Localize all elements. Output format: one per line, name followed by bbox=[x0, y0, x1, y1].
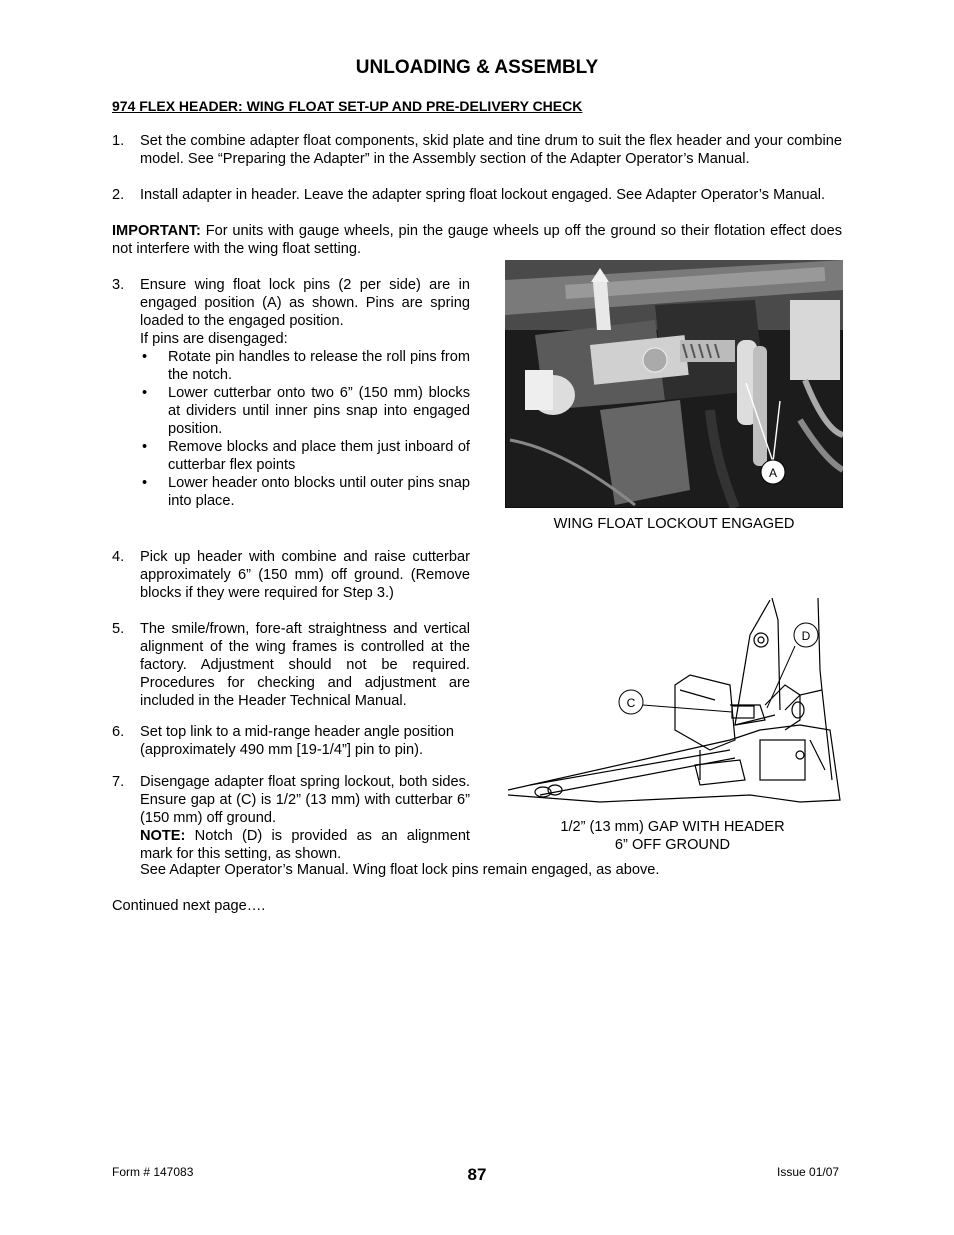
step-text: Install adapter in header. Leave the adapter spring float lockout engaged. See Adapter Operator’s Manual. bbox=[140, 187, 826, 203]
step-number: 7. bbox=[112, 774, 125, 790]
step-text: The smile/frown, fore-aft straightness and vertical alignment of the wing frames is controlled at the factory. Adjustment should not be required. Procedures for checking and adjustment are included in the Header Technical Manual. bbox=[140, 621, 470, 709]
step-text: Pick up header with combine and raise cutterbar approximately 6” (150 mm) off ground. (Remove blocks if they were required for Step 3.) bbox=[140, 549, 470, 601]
step-number: 5. bbox=[112, 621, 125, 637]
bullet-list bbox=[140, 348, 470, 510]
step-text: Ensure wing float lock pins (2 per side) are in engaged position (A) as shown. Pins are spring loaded to the engaged position. bbox=[140, 277, 470, 329]
step-number: 4. bbox=[112, 549, 125, 565]
issue-date: Issue 01/07 bbox=[777, 1165, 840, 1179]
page-title: UNLOADING & ASSEMBLY bbox=[355, 57, 599, 78]
bullet-item: • Lower cutterbar onto two 6” (150 mm) blocks at dividers until inner pins snap into engaged position. bbox=[140, 384, 470, 438]
step-4 bbox=[112, 548, 470, 602]
note-text: Notch (D) is provided as an alignment mark for this setting, as shown. bbox=[140, 828, 470, 862]
photo-caption: WING FLOAT LOCKOUT ENGAGED bbox=[553, 516, 795, 532]
note-label: NOTE: bbox=[140, 828, 186, 844]
important-label: IMPORTANT: bbox=[112, 223, 201, 239]
callout-c: C bbox=[626, 696, 636, 710]
photo-figure bbox=[505, 260, 843, 508]
step-7 bbox=[112, 773, 470, 863]
callout-d: D bbox=[801, 629, 811, 643]
step-number: 1. bbox=[112, 133, 125, 149]
caption-line: 6” OFF GROUND bbox=[614, 837, 731, 853]
gap-drawing bbox=[500, 590, 845, 810]
step-number: 6. bbox=[112, 724, 125, 740]
caption-line: 1/2” (13 mm) GAP WITH HEADER bbox=[560, 819, 785, 835]
form-number: Form # 147083 bbox=[112, 1165, 194, 1179]
step-5 bbox=[112, 620, 470, 710]
bullet-item: • Remove blocks and place them just inboard of cutterbar flex points bbox=[140, 438, 470, 474]
step-subtext: If pins are disengaged: bbox=[140, 331, 288, 347]
step-note bbox=[140, 827, 470, 863]
step-7-tail: See Adapter Operator’s Manual. Wing float lock pins remain engaged, as above. bbox=[140, 862, 660, 878]
important-text: For units with gauge wheels, pin the gauge wheels up off the ground so their flotation effect does not interfere with the wing float setting. bbox=[112, 223, 842, 257]
step-number: 3. bbox=[112, 277, 125, 293]
important-note bbox=[112, 222, 842, 258]
step-text: Set the combine adapter float components, skid plate and tine drum to suit the flex header and your combine model. See “Preparing the Adapter” in the Assembly section of the Adapter Operator’s Manual. bbox=[140, 133, 842, 167]
step-6 bbox=[112, 723, 470, 759]
continued-note: Continued next page…. bbox=[112, 898, 266, 914]
step-text: Disengage adapter float spring lockout, both sides. Ensure gap at (C) is 1/2” (13 mm) with cutterbar 6” (150 mm) off ground. bbox=[140, 774, 470, 826]
bullet-item: • Lower header onto blocks until outer pins snap into place. bbox=[140, 474, 470, 510]
step-2 bbox=[112, 186, 842, 204]
bullet-item: • Rotate pin handles to release the roll pins from the notch. bbox=[140, 348, 470, 384]
wing-float-photo bbox=[505, 260, 843, 508]
section-heading: 974 FLEX HEADER: WING FLOAT SET-UP AND PRE-DELIVERY CHECK bbox=[112, 98, 583, 114]
step-3 bbox=[112, 276, 470, 510]
drawing-caption bbox=[500, 818, 845, 854]
step-number: 2. bbox=[112, 187, 125, 203]
line-drawing-figure bbox=[500, 590, 845, 810]
callout-a: A bbox=[768, 466, 778, 480]
step-text: Set top link to a mid-range header angle position (approximately 490 mm [19-1/4”] pin to pin). bbox=[140, 724, 454, 758]
page-number: 87 bbox=[467, 1165, 487, 1184]
step-1 bbox=[112, 132, 842, 168]
